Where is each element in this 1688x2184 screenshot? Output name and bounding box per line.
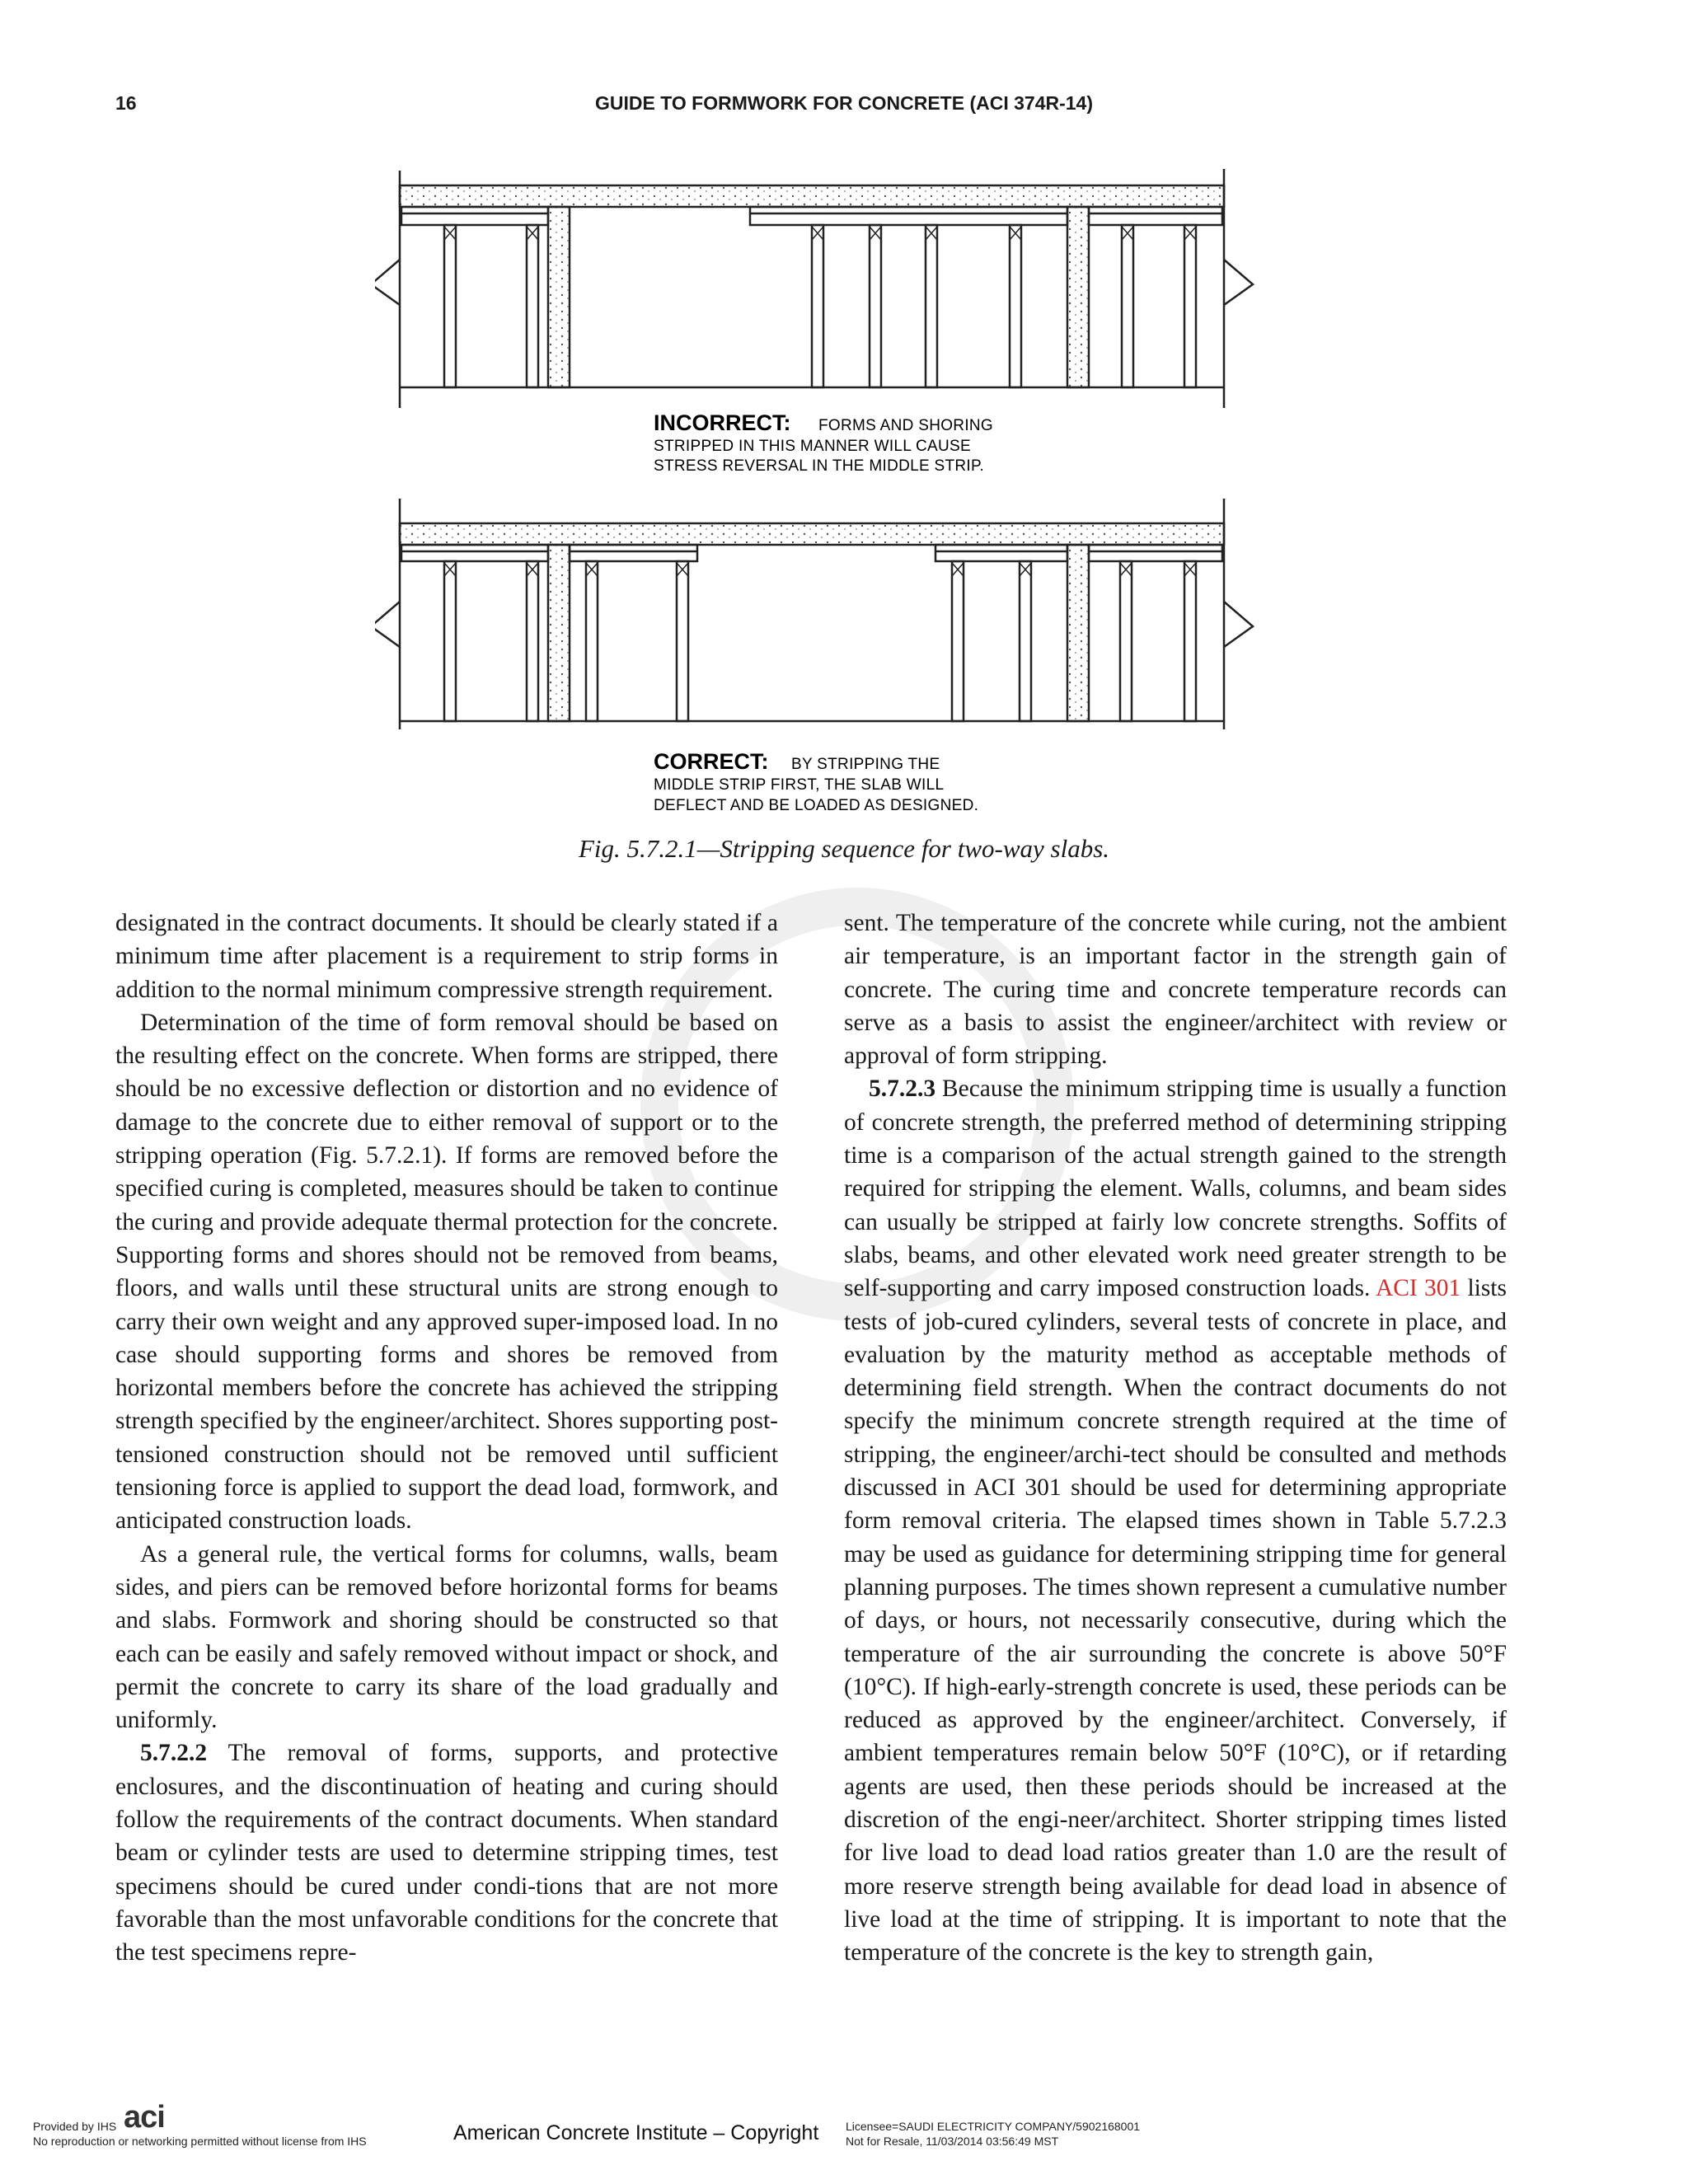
correct-text-1: BY STRIPPING THE [791,756,940,773]
paragraph-text: The removal of forms, supports, and protective enclosures, and the discontinuation of heating and curing should follow the requirements of the contract documents. When standard beam or cylinder tests are used to determine stripping times, test specimens should be cured under condi-tions that are not more favorable than the most unfavorable conditions for the concrete that the test specimens repre- [115,1740,778,1966]
footer-not-for-resale: Not for Resale, 11/03/2014 03:56:49 MST [846,2135,1059,2148]
paragraph-text: lists tests of job-cured cylinders, several tests of concrete in place, and evaluation by the maturity method as acceptable methods of determining field strength. When the contract documents do not specify the minimum concrete strength required at the time of stripping, the engineer/archi-tect should be consulted and methods discussed in ACI 301 should be used for determining appropriate form removal criteria. The elapsed times shown in Table 5.7.2.3 may be used as guidance for determining stripping time for general planning purposes. The times shown represent a cumulative number of days, or hours, not necessarily consecutive, during which the temperature of the air surrounding the concrete is above 50°F (10°C). If high-early-strength concrete is used, these periods can be reduced as approved by the engineer/architect. Conversely, if ambient temperatures remain below 50°F (10°C), or if retarding agents are used, then these periods should be increased at the discretion of the engi-neer/architect. Shorter stripping times listed for live load to dead load ratios greater than 1.0 are the result of more reserve strength being available for dead load in absence of live load at the time of stripping. It is important to note that the temperature of the concrete is the key to strength gain, [844,1275,1507,1966]
paragraph-text: Because the minimum stripping time is usually a function of concrete strength, the preferred method of determining stripping time is a comparison of the actual strength gained to the strength required for stripping the element. Walls, columns, and beam sides can usually be stripped at fairly low concrete strengths. Soffits of slabs, beams, and other elevated work need greater strength to be self-supporting and carry imposed construction loads. [844,1076,1507,1302]
running-title: GUIDE TO FORMWORK FOR CONCRETE (ACI 374R-14) [595,92,1093,114]
section-number: 5.7.2.2 [140,1740,208,1767]
paragraph: sent. The temperature of the concrete while curing, not the ambient air temperature, is an important factor in the strength gain of concrete. The curing time and concrete temperature records can serve as a basis to assist the engineer/architect with review or approval of form stripping. [844,910,1507,1070]
paragraph-5-7-2-3 [844,1072,1507,1969]
section-number: 5.7.2.3 [869,1076,936,1103]
figure-caption: Fig. 5.7.2.1—Stripping sequence for two-way slabs. [578,834,1110,863]
paragraph: Determination of the time of form removal should be based on the resulting effect on the concrete. When forms are stripped, there should be no excessive deflection or distortion and no evidence of damage to the concrete due to either removal of support or to the stripping operation (Fig. 5.7.2.1). If forms are removed before the specified curing is completed, measures should be taken to continue the curing and provide adequate thermal protection for the concrete. Supporting forms and shores should not be removed from beams, floors, and walls until these structural units are strong enough to carry their own weight and any approved super-imposed load. In no case should supporting forms and shores be removed from horizontal members before the concrete has achieved the stripping strength specified by the engineer/architect. Shores supporting post-tensioned construction should not be removed until sufficient tensioning force is applied to support the dead load, formwork, and anticipated construction loads. [115,1009,778,1535]
aci-301-link[interactable]: ACI 301 [1375,1275,1461,1302]
aci-logo: aci [124,2100,165,2135]
right-column [844,907,1507,1970]
incorrect-text-1: FORMS AND SHORING [818,417,994,434]
incorrect-diagram [375,169,1253,408]
correct-text-2: MIDDLE STRIP FIRST, THE SLAB WILL [654,776,945,794]
stripping-sequence-figure [375,161,1273,837]
correct-text-3: DEFLECT AND BE LOADED AS DESIGNED. [654,797,979,814]
footer-provided-by: Provided by IHS [33,2120,117,2133]
incorrect-text-3: STRESS REVERSAL IN THE MIDDLE STRIP. [654,457,985,475]
paragraph: As a general rule, the vertical forms for columns, walls, beam sides, and piers can be removed before horizontal forms for beams and slabs. Formwork and shoring should be constructed so that each can be easily and safely removed without impact or shock, and permit the concrete to carry its share of the load gradually and uniformly. [115,1540,778,1734]
paragraph-5-7-2-2 [115,1736,778,1969]
left-column [115,907,778,1970]
footer-licensee: Licensee=SAUDI ELECTRICITY COMPANY/5902168001 [846,2120,1141,2133]
paragraph: designated in the contract documents. It should be clearly stated if a minimum time after placement is a requirement to strip forms in addition to the normal minimum compressive strength requirement. [115,910,778,1003]
footer-copyright: American Concrete Institute – Copyright [453,2121,819,2144]
footer-no-reproduction: No reproduction or networking permitted without license from IHS [33,2135,367,2148]
correct-diagram [375,499,1253,729]
incorrect-heading: INCORRECT: [654,410,791,435]
page-number: 16 [115,92,137,114]
correct-heading: CORRECT: [654,749,769,774]
incorrect-text-2: STRIPPED IN THIS MANNER WILL CAUSE [654,438,971,455]
